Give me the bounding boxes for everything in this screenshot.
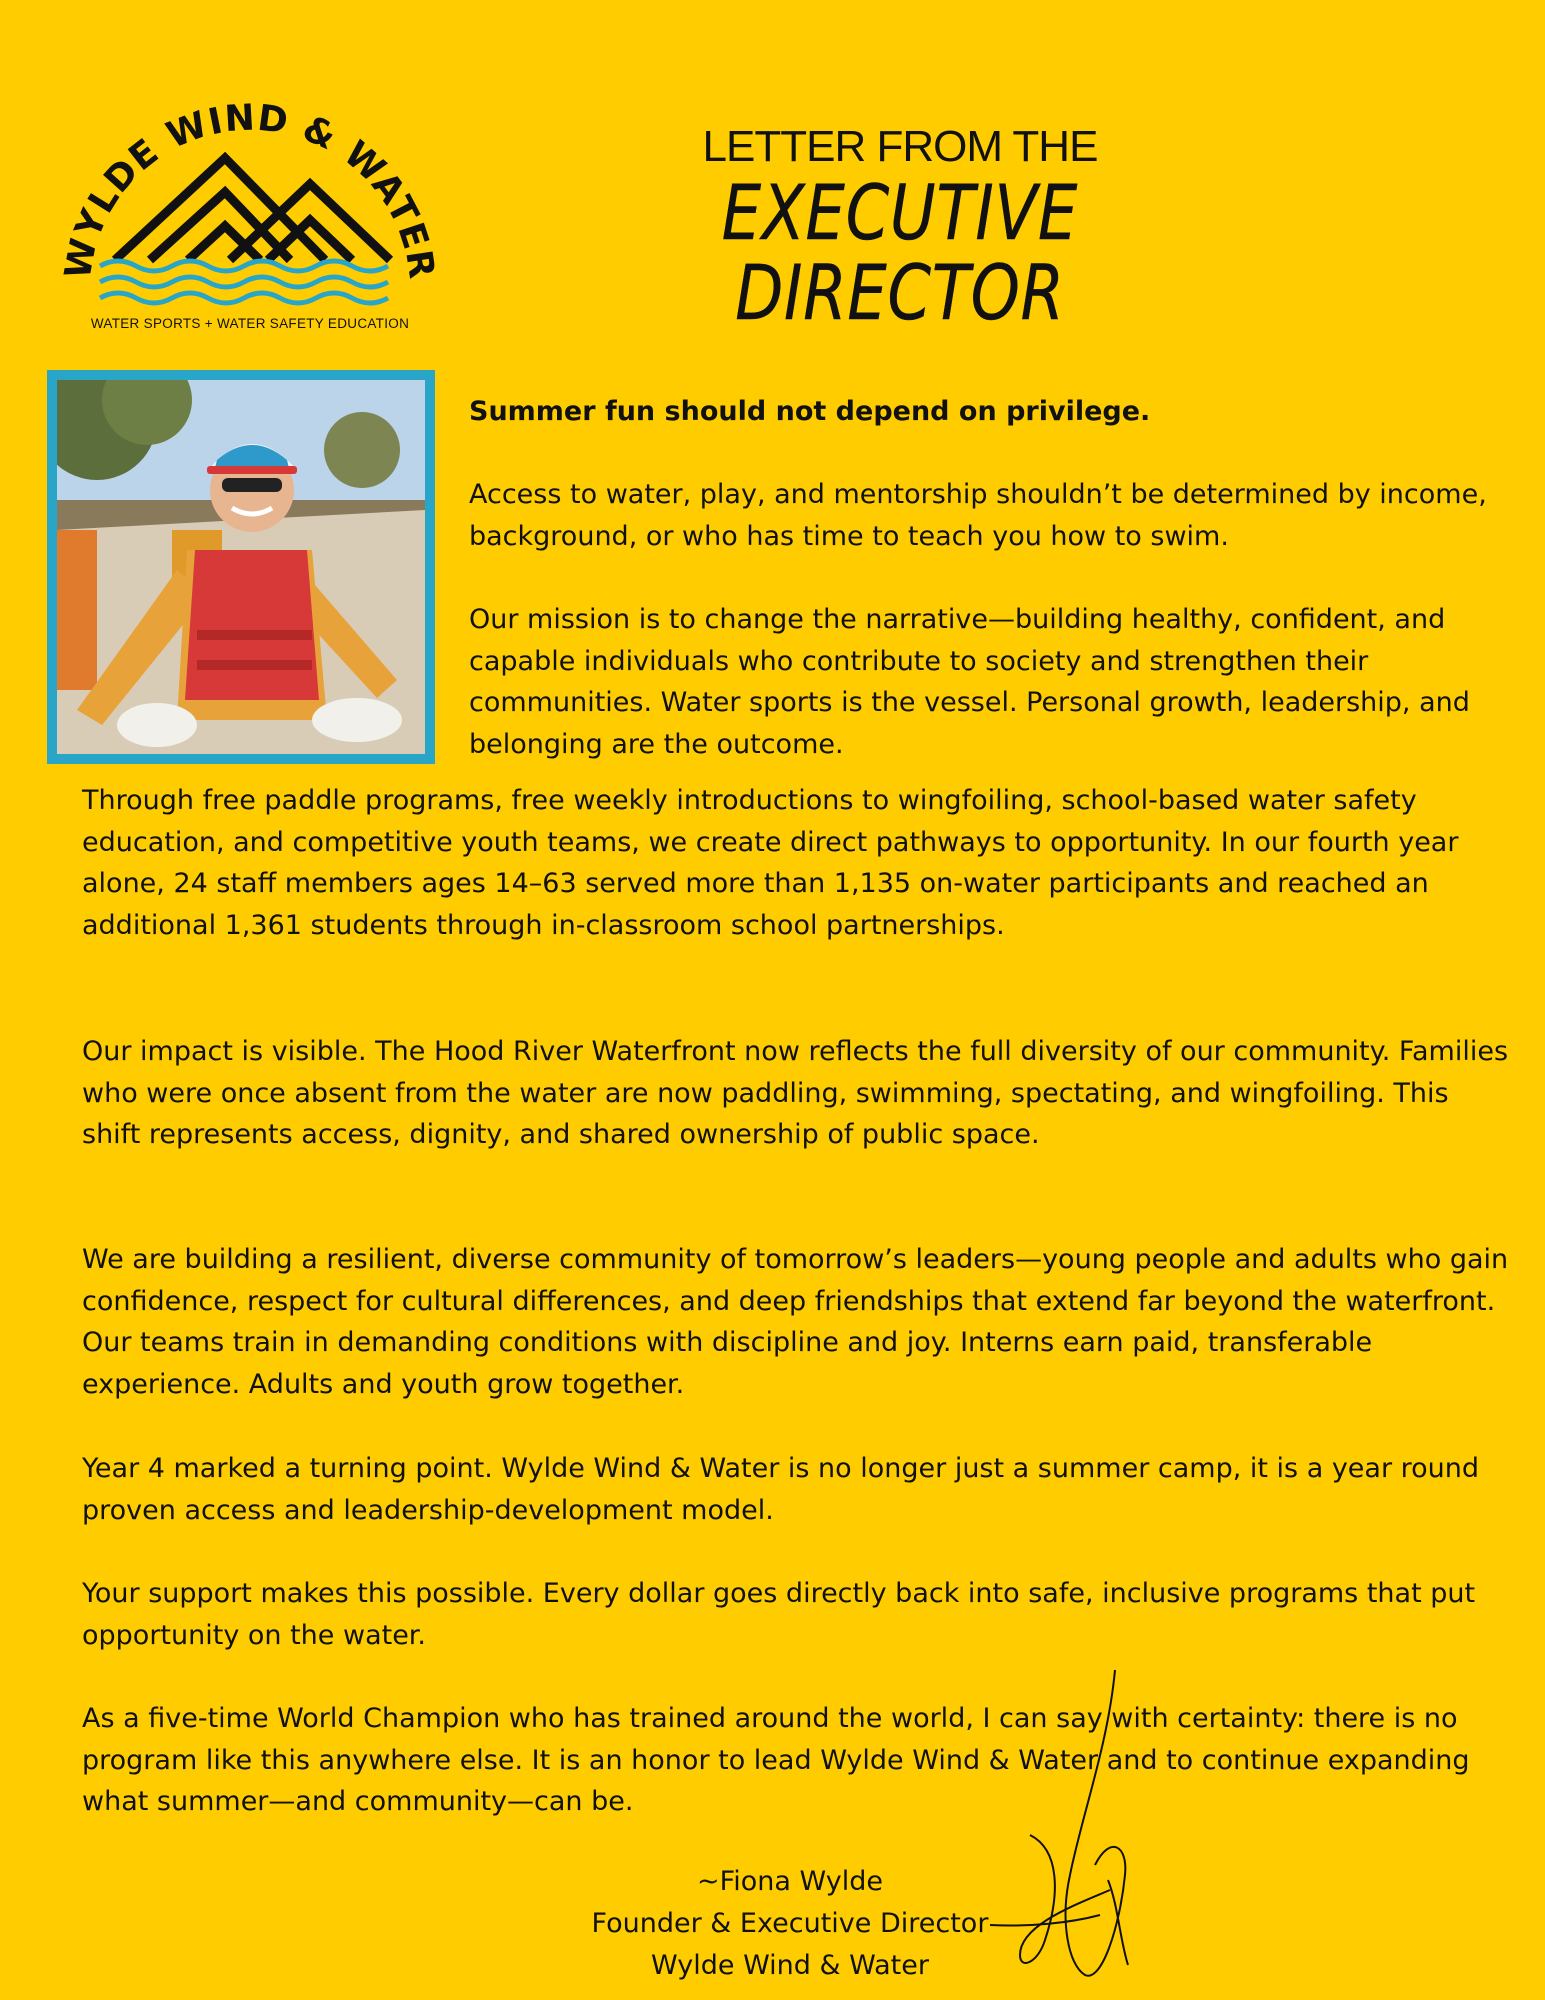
letter-lead: Summer fun should not depend on privilege.: [469, 396, 1151, 427]
handwritten-signature: [990, 1665, 1150, 1995]
logo-mountains-waves-icon: [60, 80, 440, 340]
letter-paragraph-1: Access to water, play, and mentorship shouldn’t be determined by income, background, or who has time to teach you how to swim.: [469, 479, 1487, 552]
logo-wordmark: WYLDE WIND & WATER: [60, 97, 440, 283]
letter-paragraph-8: As a five-time World Champion who has trained around the world, I can say with certainty: there is no program like this anywhere else. It is an honor to lead Wylde Wind & Water and to continue expanding what summer—and community—can be.: [82, 1703, 1470, 1817]
letter-paragraph-3: Through free paddle programs, free weekly introductions to wingfoiling, school-based water safety education, and competitive youth teams, we create direct pathways to opportunity. In our fourth year alone, 24 staff members ages 14–63 served more than 1,135 on-water participants and reached an additional 1,361 students through in-classroom school partnerships.: [82, 785, 1459, 941]
page-heading: [520, 122, 1280, 337]
letter-paragraph-4: Our impact is visible. The Hood River Waterfront now reflects the full diversity of our community. Families who were once absent from the water are now paddling, swimming, spectating, and wingfoiling. This shift represents access, dignity, and shared ownership of public space.: [82, 1036, 1509, 1150]
director-photo-image: [57, 380, 425, 754]
letter-paragraph-2: Our mission is to change the narrative—building healthy, confident, and capable individuals who contribute to society and strengthen their communities. Water sports is the vessel. Personal growth, leadership, and belonging are the outcome.: [469, 604, 1470, 760]
letter-paragraph-7: Your support makes this possible. Every dollar goes directly back into safe, inclusive programs that put opportunity on the water.: [82, 1578, 1476, 1651]
signoff-title: Founder & Executive Director: [591, 1908, 989, 1939]
letter-paragraph-6: Year 4 marked a turning point. Wylde Wind & Water is no longer just a summer camp, it is a year round proven access and leadership-development model.: [82, 1453, 1480, 1526]
director-photo: [47, 370, 435, 764]
heading-line-2: EXECUTIVE DIRECTOR: [721, 168, 1079, 337]
letter-paragraph-5: We are building a resilient, diverse community of tomorrow’s leaders—young people and adults who gain confidence, respect for cultural differences, and deep friendships that extend far beyond the waterfront. Our teams train in demanding conditions with discipline and joy. Interns earn paid, transferable experience. Adults and youth grow together.: [82, 1244, 1509, 1400]
organization-logo: [60, 80, 440, 340]
logo-tagline: WATER SPORTS + WATER SAFETY EDUCATION: [90, 316, 410, 331]
signoff-name: ~Fiona Wylde: [697, 1866, 883, 1897]
signoff-organization: Wylde Wind & Water: [651, 1950, 929, 1981]
heading-line-1: LETTER FROM THE: [702, 122, 1098, 171]
